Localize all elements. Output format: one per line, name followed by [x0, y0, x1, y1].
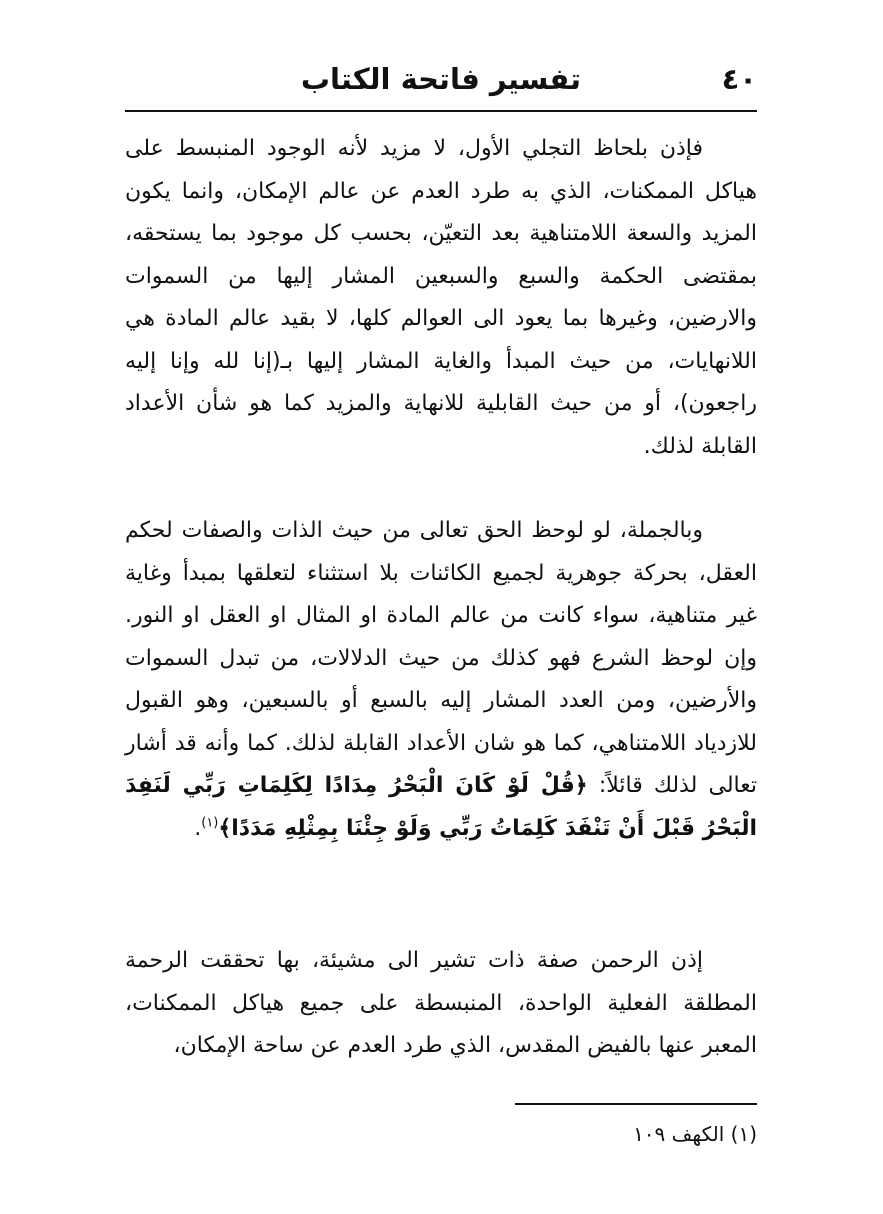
paragraph-2-end: . — [194, 815, 202, 841]
paragraph-3: إذن الرحمن صفة ذات تشير الى مشيئة، بها تحققت الرحمة المطلقة الفعلية الواحدة، المنبسطة على جميع هياكل الممكنات، المعبر عنها بالفيض المقدس، الذي طرد العدم عن ساحة الإمكان، — [125, 948, 757, 1058]
running-header — [125, 58, 757, 104]
header-rule — [125, 110, 757, 112]
quran-verse: ﴿قُلْ لَوْ كَانَ الْبَحْرُ مِدَادًا لِكَلِمَاتِ رَبِّي لَنَفِدَ الْبَحْرُ قَبْلَ أَنْ تَنْفَدَ كَلِمَاتُ رَبِّي وَلَوْ جِئْنَا بِمِثْلِهِ مَدَدًا﴾ — [125, 773, 757, 841]
body-text — [125, 128, 757, 1068]
paragraph-2-text: وبالجملة، لو لوحظ الحق تعالى من حيث الذات والصفات لحكم العقل، بحركة جوهرية لجميع الكائنات بلا استثناء لتعلقها بمبدأ وغاية غير متناهية، سواء كانت من عالم المادة او المثال او العقل او النور. وإن لوحظ الشرع فهو كذلك من حيث الدلالات، من تبدل السموات والأرضين، ومن العدد المشار إليه بالسبع أو بالسبعين، وهو القبول للازدياد اللامتناهي، كما هو شان الأعداد القابلة لذلك. كما وأنه قد أشار تعالى لذلك قائلاً: — [125, 518, 757, 798]
footnote-reference: (١) — [201, 815, 219, 831]
paragraph-1: فإذن بلحاظ التجلي الأول، لا مزيد لأنه الوجود المنبسط على هياكل الممكنات، الذي به طرد العدم عن عالم الإمكان، وانما يكون المزيد والسعة اللامتناهية بعد التعيّن، بحسب كل موجود بما يستحقه، بمقتضى الحكمة والسبع والسبعين المشار إليها من السموات والارضين، وغيرها بما يعود الى العوالم كلها، لا بقيد عالم المادة هي اللانهايات، من حيث المبدأ والغاية المشار إليها بـ(إنا لله وإنا إليه راجعون)، أو من حيث القابلية للانهاية والمزيد كما هو شأن الأعداد القابلة لذلك. — [125, 136, 757, 459]
page-number: ٤٠ — [721, 62, 757, 96]
paragraph-2 — [125, 510, 757, 940]
footnote: (١) الكهف ١٠٩ — [633, 1122, 757, 1146]
running-title: تفسير فاتحة الكتاب — [300, 62, 582, 96]
footnote-rule — [515, 1103, 757, 1105]
